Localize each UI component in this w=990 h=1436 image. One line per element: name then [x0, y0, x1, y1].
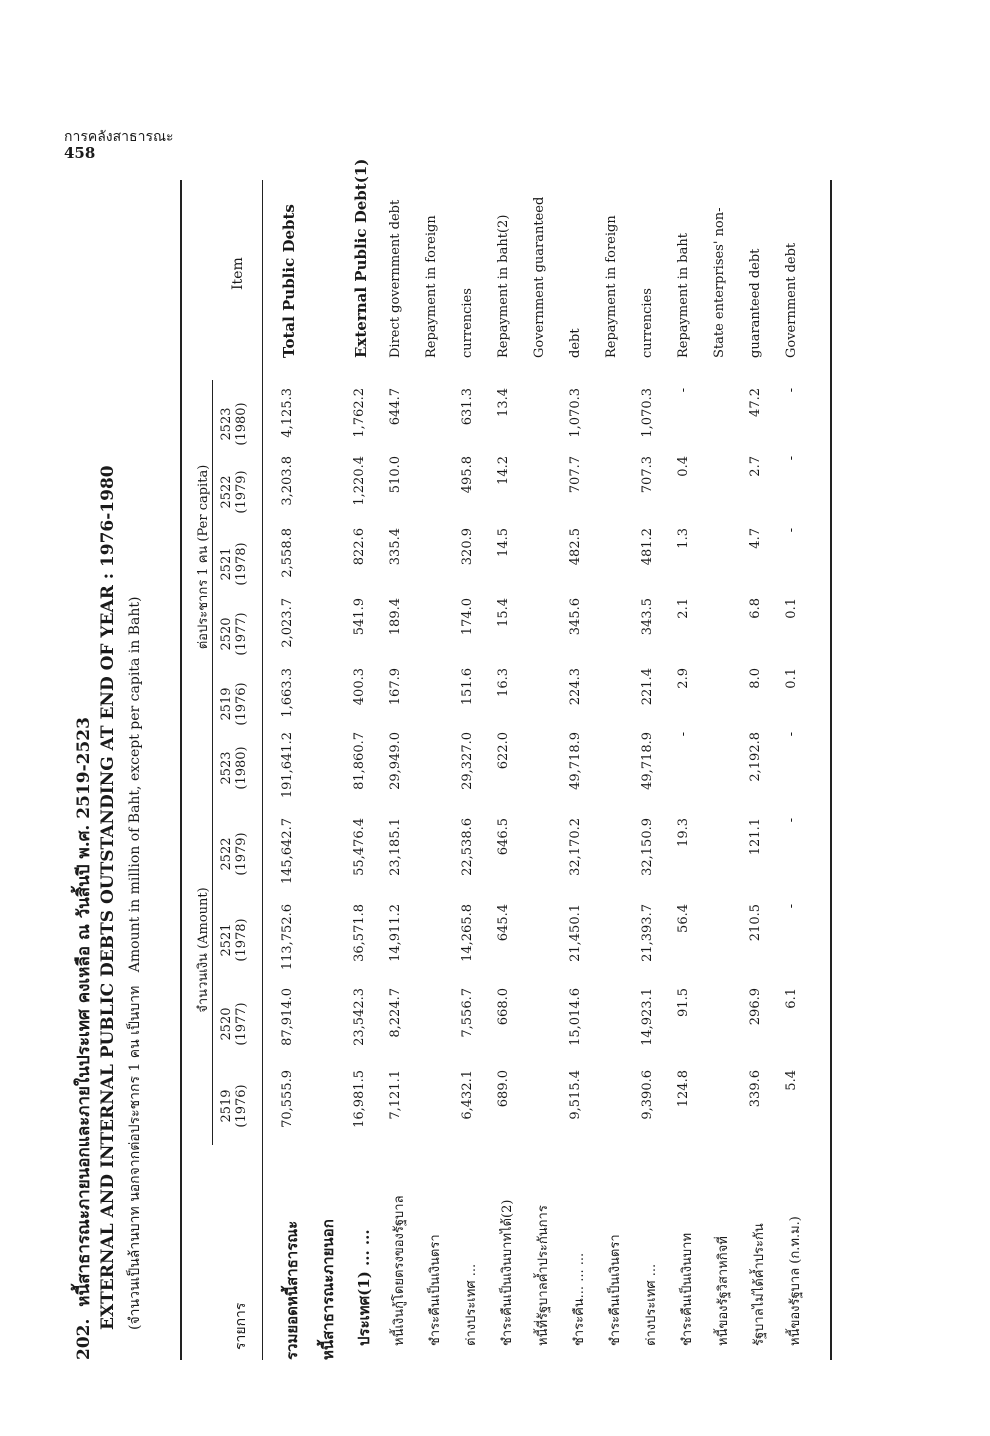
top-rule: [180, 180, 182, 1360]
header-item-th: รายการ: [233, 1302, 249, 1350]
cell-value: 8,224.7: [388, 988, 403, 1038]
table-title-th: [70, 717, 97, 1360]
cell-value: 13.4: [496, 388, 511, 417]
cell-value: 0.1: [784, 598, 799, 619]
row-label-en: currencies: [640, 288, 655, 358]
cell-value: 2.9: [676, 668, 691, 689]
row-label-en: debt: [568, 328, 583, 358]
table-row: [280, 110, 300, 1360]
table-row: [604, 110, 624, 1360]
row-label-th: ประเทศ(1) ... ...: [355, 1229, 373, 1346]
cell-value: 14.2: [496, 456, 511, 485]
cell-value: 4,125.3: [280, 388, 295, 438]
cell-value: 6.1: [784, 988, 799, 1009]
cell-value: 14,265.8: [460, 904, 475, 962]
cell-value: 32,170.2: [568, 818, 583, 876]
cell-value: 343.5: [640, 598, 655, 636]
row-label-en: Repayment in baht(2): [496, 214, 511, 358]
group-amount: จำนวนเงิน (Amount): [196, 887, 211, 1013]
row-label-th: ต่างประเทศ ...: [464, 1263, 479, 1346]
cell-value: 2.7: [748, 456, 763, 477]
row-label-th: ต่างประเทศ ...: [644, 1263, 659, 1346]
cell-value: 645.4: [496, 904, 511, 942]
cell-value: 47.2: [748, 388, 763, 417]
cell-value: 6.8: [748, 598, 763, 619]
rotated-table-page: [70, 110, 890, 1360]
cell-value: 481.2: [640, 528, 655, 566]
bottom-rule: [830, 180, 832, 1360]
cell-value: 6,432.1: [460, 1070, 475, 1120]
table-row: [352, 110, 372, 1360]
cell-value: 707.3: [640, 456, 655, 494]
year-be: 2523: [219, 407, 234, 441]
row-label-th: ชำระคืนเป็นเงินตรา: [608, 1234, 623, 1346]
cell-value: 644.7: [388, 388, 403, 426]
table-number: 202.: [74, 1318, 94, 1360]
row-label-th: หนี้ของรัฐวิสาหกิจที่: [716, 1236, 731, 1346]
cell-value: 2,558.8: [280, 528, 295, 578]
row-label-th: รวมยอดหนี้สาธารณะ: [283, 1220, 301, 1360]
cell-value: -: [784, 528, 799, 533]
table-row: [568, 110, 588, 1360]
cell-value: 87,914.0: [280, 988, 295, 1046]
table-row: [316, 110, 336, 1360]
cell-value: 56.4: [676, 904, 691, 933]
year-ce: (1980): [233, 402, 249, 446]
row-label-en: guaranteed debt: [748, 248, 763, 358]
row-label-en: External Public Debt(1): [352, 158, 370, 358]
cell-value: 174.0: [460, 598, 475, 636]
cell-value: 14.5: [496, 528, 511, 557]
year-ce: (1977): [233, 1002, 249, 1046]
cell-value: -: [784, 388, 799, 393]
cell-value: 16,981.5: [352, 1070, 367, 1128]
row-label-th: หนี้เงินกู้โดยตรงของรัฐบาล: [392, 1195, 407, 1346]
cell-value: 210.5: [748, 904, 763, 942]
cell-value: 482.5: [568, 528, 583, 566]
unit-en: Amount in million of Baht, except per capita in Baht): [127, 596, 143, 973]
row-label-en: Repayment in baht: [676, 233, 691, 358]
row-label-en: Government debt: [784, 242, 799, 358]
cell-value: 15,014.6: [568, 988, 583, 1046]
cell-value: 1,220.4: [352, 456, 367, 506]
cell-value: 320.9: [460, 528, 475, 566]
year-be: 2521: [219, 923, 234, 957]
cell-value: 339.6: [748, 1070, 763, 1108]
cell-value: 3,203.8: [280, 456, 295, 506]
cell-value: 5.4: [784, 1070, 799, 1091]
year-header: [220, 388, 250, 460]
table-row: [676, 110, 696, 1360]
year-header: [220, 988, 250, 1060]
year-header: [220, 732, 250, 804]
year-be: 2520: [219, 617, 234, 651]
row-label-en: Direct government debt: [388, 199, 403, 358]
cell-value: 2,192.8: [748, 732, 763, 782]
cell-value: 36,571.8: [352, 904, 367, 962]
year-be: 2522: [219, 837, 234, 871]
cell-value: 124.8: [676, 1070, 691, 1108]
cell-value: 689.0: [496, 1070, 511, 1108]
year-header: [220, 904, 250, 976]
cell-value: 541.9: [352, 598, 367, 636]
cell-value: -: [784, 456, 799, 461]
year-header: [220, 598, 250, 670]
cell-value: 81,860.7: [352, 732, 367, 790]
group-amount-rule: [212, 735, 213, 1145]
cell-value: -: [676, 388, 691, 393]
row-label-en: Repayment in foreign: [424, 215, 439, 358]
cell-value: -: [784, 818, 799, 823]
page-number: 458: [64, 144, 96, 163]
year-header: [220, 818, 250, 890]
cell-value: 23,542.3: [352, 988, 367, 1046]
group-percapita-rule: [212, 380, 213, 735]
table-row: [496, 110, 516, 1360]
cell-value: 167.9: [388, 668, 403, 706]
cell-value: 32,150.9: [640, 818, 655, 876]
table-row: [640, 110, 660, 1360]
cell-value: 622.0: [496, 732, 511, 770]
cell-value: 4.7: [748, 528, 763, 549]
cell-value: 49,718.9: [640, 732, 655, 790]
cell-value: 8.0: [748, 668, 763, 689]
table-title-th-text: หนี้สาธารณะภายนอกและภายในประเทศ คงเหลือ ณ วันสิ้นปี พ.ศ. 2519-2523: [74, 717, 94, 1307]
table-row: [784, 110, 804, 1360]
row-label-en: State enterprises' non-: [712, 207, 727, 358]
cell-value: 668.0: [496, 988, 511, 1026]
cell-value: 400.3: [352, 668, 367, 706]
year-be: 2522: [219, 475, 234, 509]
cell-value: 151.6: [460, 668, 475, 706]
row-label-en: Total Public Debts: [280, 204, 298, 358]
row-label-th: หนี้สาธารณะภายนอก: [319, 1219, 337, 1360]
year-ce: (1976): [233, 682, 249, 726]
year-header: [220, 456, 250, 528]
table-row: [424, 110, 444, 1360]
year-be: 2519: [219, 1089, 234, 1123]
cell-value: -: [676, 732, 691, 737]
cell-value: 1,070.3: [640, 388, 655, 438]
year-ce: (1978): [233, 542, 249, 586]
table-row: [748, 110, 768, 1360]
cell-value: 49,718.9: [568, 732, 583, 790]
cell-value: 646.5: [496, 818, 511, 856]
cell-value: 224.3: [568, 668, 583, 706]
cell-value: 70,555.9: [280, 1070, 295, 1128]
cell-value: 822.6: [352, 528, 367, 566]
cell-value: 0.4: [676, 456, 691, 477]
group-percapita: ต่อประชากร 1 คน (Per capita): [196, 464, 211, 650]
cell-value: 510.0: [388, 456, 403, 494]
cell-value: 29,949.0: [388, 732, 403, 790]
cell-value: 1,762.2: [352, 388, 367, 438]
cell-value: 1,070.3: [568, 388, 583, 438]
cell-value: 631.3: [460, 388, 475, 426]
year-be: 2523: [219, 751, 234, 785]
cell-value: 29,327.0: [460, 732, 475, 790]
header-rule: [262, 180, 263, 1360]
cell-value: 2,023.7: [280, 598, 295, 648]
cell-value: 15.4: [496, 598, 511, 627]
cell-value: 121.1: [748, 818, 763, 856]
cell-value: 9,515.4: [568, 1070, 583, 1120]
table-row: [460, 110, 480, 1360]
running-head-title: การคลังสาธารณะ: [64, 129, 174, 145]
cell-value: 16.3: [496, 668, 511, 697]
unit-th: (จำนวนเป็นล้านบาท นอกจากต่อประชากร 1 คน เป็นบาท: [127, 985, 143, 1330]
year-ce: (1980): [233, 746, 249, 790]
cell-value: 21,450.1: [568, 904, 583, 962]
row-label-th: ชำระคืนเป็นเงินตรา: [428, 1234, 443, 1346]
cell-value: 7,556.7: [460, 988, 475, 1038]
cell-value: 145,642.7: [280, 818, 295, 885]
year-ce: (1977): [233, 612, 249, 656]
table-unit: [124, 597, 146, 1330]
row-label-en: Repayment in foreign: [604, 215, 619, 358]
cell-value: 113,752.6: [280, 904, 295, 971]
cell-value: 189.4: [388, 598, 403, 636]
cell-value: 19.3: [676, 818, 691, 847]
cell-value: 1,663.3: [280, 668, 295, 718]
cell-value: 345.6: [568, 598, 583, 636]
year-be: 2520: [219, 1007, 234, 1041]
cell-value: 7,121.1: [388, 1070, 403, 1120]
cell-value: 21,393.7: [640, 904, 655, 962]
cell-value: 707.7: [568, 456, 583, 494]
cell-value: 23,185.1: [388, 818, 403, 876]
year-ce: (1976): [233, 1084, 249, 1128]
row-label-th: รัฐบาลไม่ได้ค้ำประกัน: [752, 1223, 767, 1346]
row-label-th: ชำระคืน... ... ...: [572, 1252, 587, 1346]
year-ce: (1978): [233, 918, 249, 962]
cell-value: 14,923.1: [640, 988, 655, 1046]
cell-value: 1.3: [676, 528, 691, 549]
year-be: 2521: [219, 547, 234, 581]
year-header: [220, 668, 250, 740]
cell-value: 495.8: [460, 456, 475, 494]
table-title-en: EXTERNAL AND INTERNAL PUBLIC DEBTS OUTSTANDING AT END OF YEAR : 1976-1980: [98, 465, 118, 1330]
cell-value: 14,911.2: [388, 904, 403, 962]
row-label-th: หนี้ที่รัฐบาลค้ำประกันการ: [536, 1205, 551, 1346]
year-header: [220, 1070, 250, 1142]
year-be: 2519: [219, 687, 234, 721]
row-label-en: currencies: [460, 288, 475, 358]
row-label-th: ชำระคืนเป็นเงินบาทได้(2): [500, 1199, 515, 1346]
cell-value: 9,390.6: [640, 1070, 655, 1120]
cell-value: 0.1: [784, 668, 799, 689]
header-item-en: Item: [230, 257, 246, 290]
cell-value: 296.9: [748, 988, 763, 1026]
cell-value: -: [784, 904, 799, 909]
table-row: [388, 110, 408, 1360]
cell-value: -: [784, 732, 799, 737]
row-label-en: Government guaranteed: [532, 196, 547, 358]
year-ce: (1979): [233, 832, 249, 876]
cell-value: 335.4: [388, 528, 403, 566]
cell-value: 221.4: [640, 668, 655, 706]
row-label-th: หนี้ของรัฐบาล (ก.ท.ม.): [788, 1216, 803, 1346]
cell-value: 191,641.2: [280, 732, 295, 799]
year-header: [220, 528, 250, 600]
table-row: [532, 110, 552, 1360]
cell-value: 91.5: [676, 988, 691, 1017]
year-ce: (1979): [233, 470, 249, 514]
cell-value: 2.1: [676, 598, 691, 619]
cell-value: 55,476.4: [352, 818, 367, 876]
cell-value: 22,538.6: [460, 818, 475, 876]
table-row: [712, 110, 732, 1360]
row-label-th: ชำระคืนเป็นเงินบาท: [680, 1232, 695, 1346]
